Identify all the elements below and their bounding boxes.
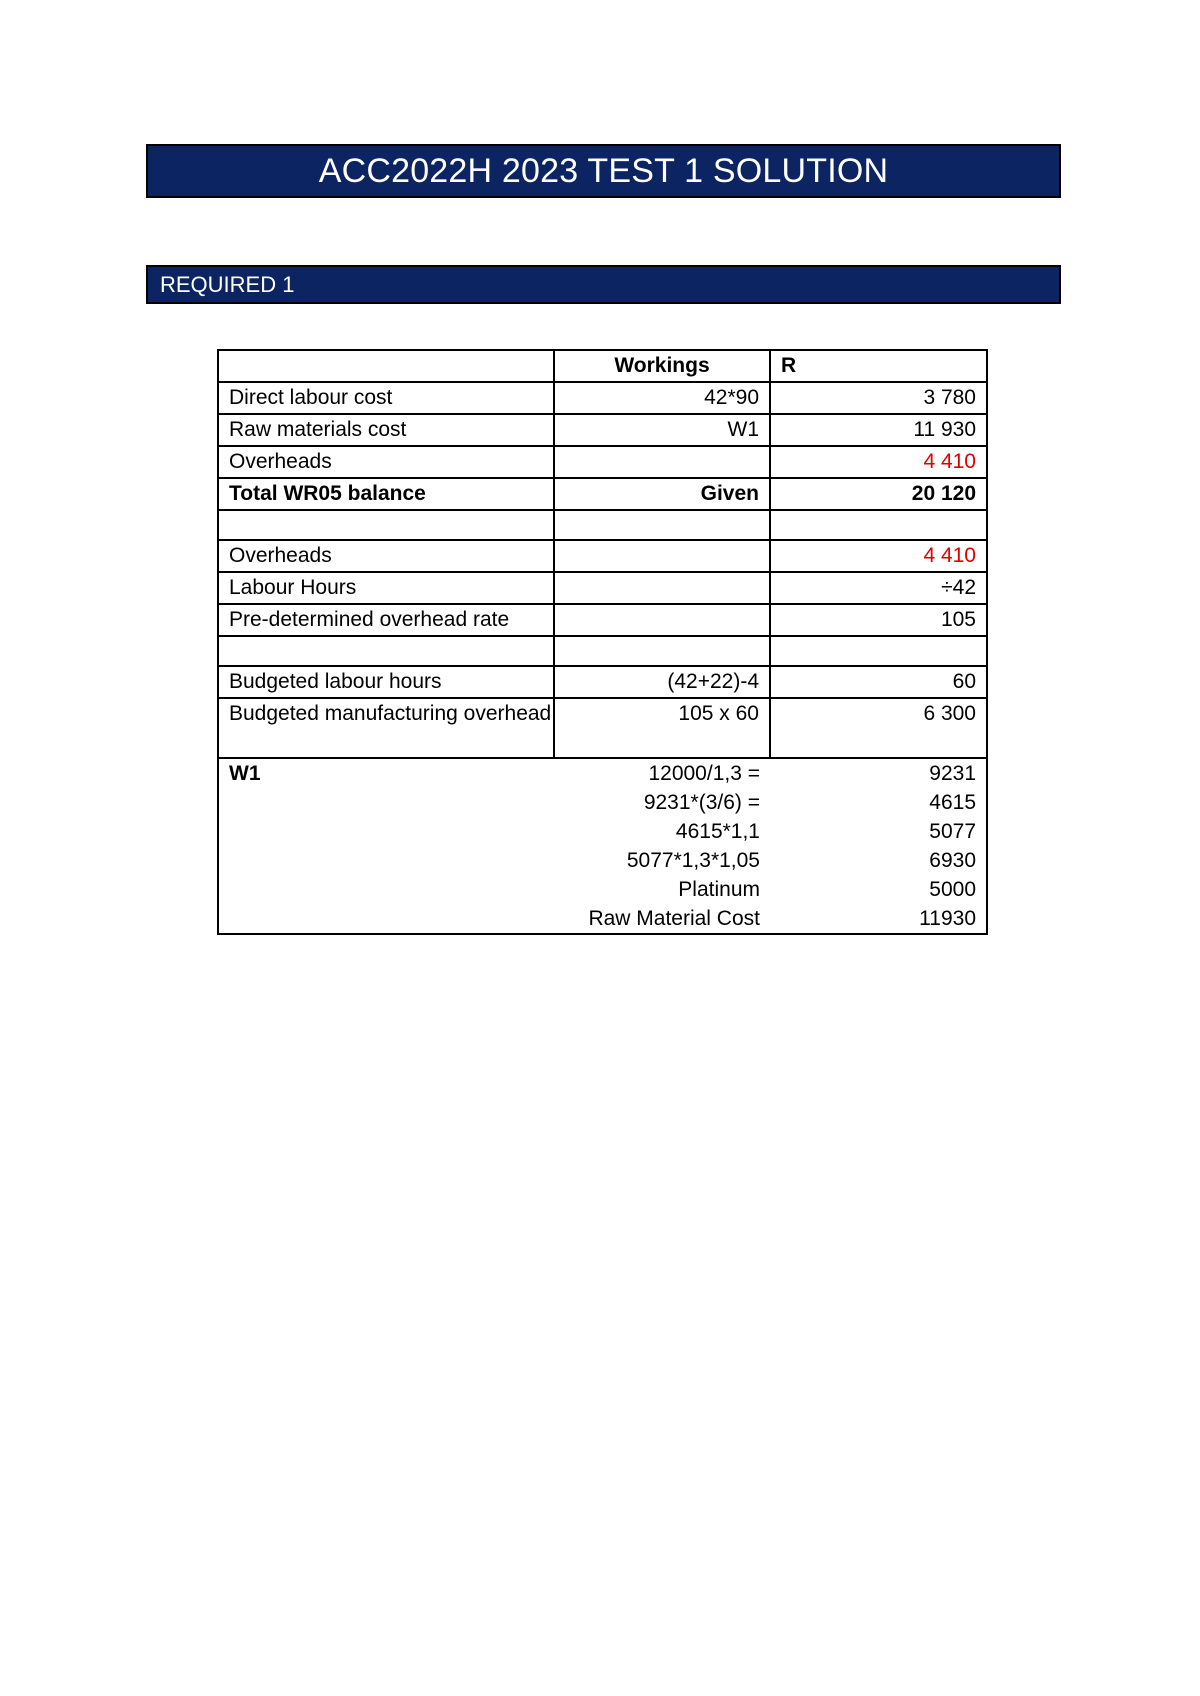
row-amount: 11 930 [770, 414, 987, 446]
row-workings [554, 446, 770, 478]
w1-label [218, 846, 554, 875]
row-amount: 20 120 [770, 478, 987, 510]
table-row-budgeted-hours [218, 666, 987, 698]
row-amount [770, 510, 987, 540]
table-row-budgeted-overhead [218, 698, 987, 758]
row-label: Raw materials cost [218, 414, 554, 446]
row-workings: 42*90 [554, 382, 770, 414]
w1-workings: 12000/1,3 = [554, 758, 770, 788]
row-label: Labour Hours [218, 572, 554, 604]
w1-row [218, 758, 987, 788]
table-row-overhead-rate [218, 604, 987, 636]
row-label: Budgeted manufacturing overhead [218, 698, 554, 758]
w1-row [218, 904, 987, 934]
row-workings: (42+22)-4 [554, 666, 770, 698]
w1-amount: 9231 [770, 758, 987, 788]
row-label [218, 636, 554, 666]
row-workings [554, 604, 770, 636]
row-workings [554, 510, 770, 540]
w1-label: W1 [218, 758, 554, 788]
header-amount-cell: R [770, 350, 987, 382]
w1-amount: 4615 [770, 788, 987, 817]
row-amount-highlight: 4 410 [770, 540, 987, 572]
table-row-overheads [218, 446, 987, 478]
w1-workings: 9231*(3/6) = [643, 791, 760, 814]
row-amount: 6 300 [770, 698, 987, 758]
w1-workings: Platinum [678, 878, 760, 901]
table-row-blank [218, 636, 987, 666]
row-workings [554, 540, 770, 572]
table-row-blank [218, 510, 987, 540]
w1-row [218, 846, 987, 875]
row-label: Total WR05 balance [218, 478, 554, 510]
w1-row [218, 817, 987, 846]
w1-label [218, 875, 554, 904]
row-label: Budgeted labour hours [218, 666, 554, 698]
header-workings-cell: Workings [554, 350, 770, 382]
row-amount: ÷42 [770, 572, 987, 604]
table-row-overheads-2 [218, 540, 987, 572]
row-workings: Given [554, 478, 770, 510]
w1-amount: 6930 [770, 846, 987, 875]
w1-amount: 5000 [770, 875, 987, 904]
w1-workings: 5077*1,3*1,05 [626, 849, 760, 872]
w1-workings: 4615*1,1 [675, 820, 760, 843]
row-workings [554, 572, 770, 604]
row-label: Overheads [218, 540, 554, 572]
w1-row [218, 788, 987, 817]
w1-workings: Raw Material Cost [554, 904, 770, 934]
row-label [218, 510, 554, 540]
w1-amount: 11930 [770, 904, 987, 934]
row-amount: 60 [770, 666, 987, 698]
row-label: Direct labour cost [218, 382, 554, 414]
w1-amount: 5077 [770, 817, 987, 846]
table-header-row [218, 350, 987, 382]
header-label-cell [218, 350, 554, 382]
w1-label [218, 788, 554, 817]
row-amount: 105 [770, 604, 987, 636]
section-heading: REQUIRED 1 [146, 265, 1061, 304]
row-workings: W1 [554, 414, 770, 446]
document-title: ACC2022H 2023 TEST 1 SOLUTION [146, 144, 1061, 198]
w1-row [218, 875, 987, 904]
solution-table [217, 349, 988, 935]
w1-label [218, 817, 554, 846]
row-workings [554, 636, 770, 666]
row-amount: 3 780 [770, 382, 987, 414]
row-label: Overheads [218, 446, 554, 478]
table-row-labour-hours [218, 572, 987, 604]
row-amount-highlight: 4 410 [770, 446, 987, 478]
table-row-total-balance [218, 478, 987, 510]
w1-label [218, 904, 554, 934]
row-workings: 105 x 60 [554, 698, 770, 758]
row-amount [770, 636, 987, 666]
table-row-direct-labour [218, 382, 987, 414]
row-label: Pre-determined overhead rate [218, 604, 554, 636]
table-row-raw-materials [218, 414, 987, 446]
